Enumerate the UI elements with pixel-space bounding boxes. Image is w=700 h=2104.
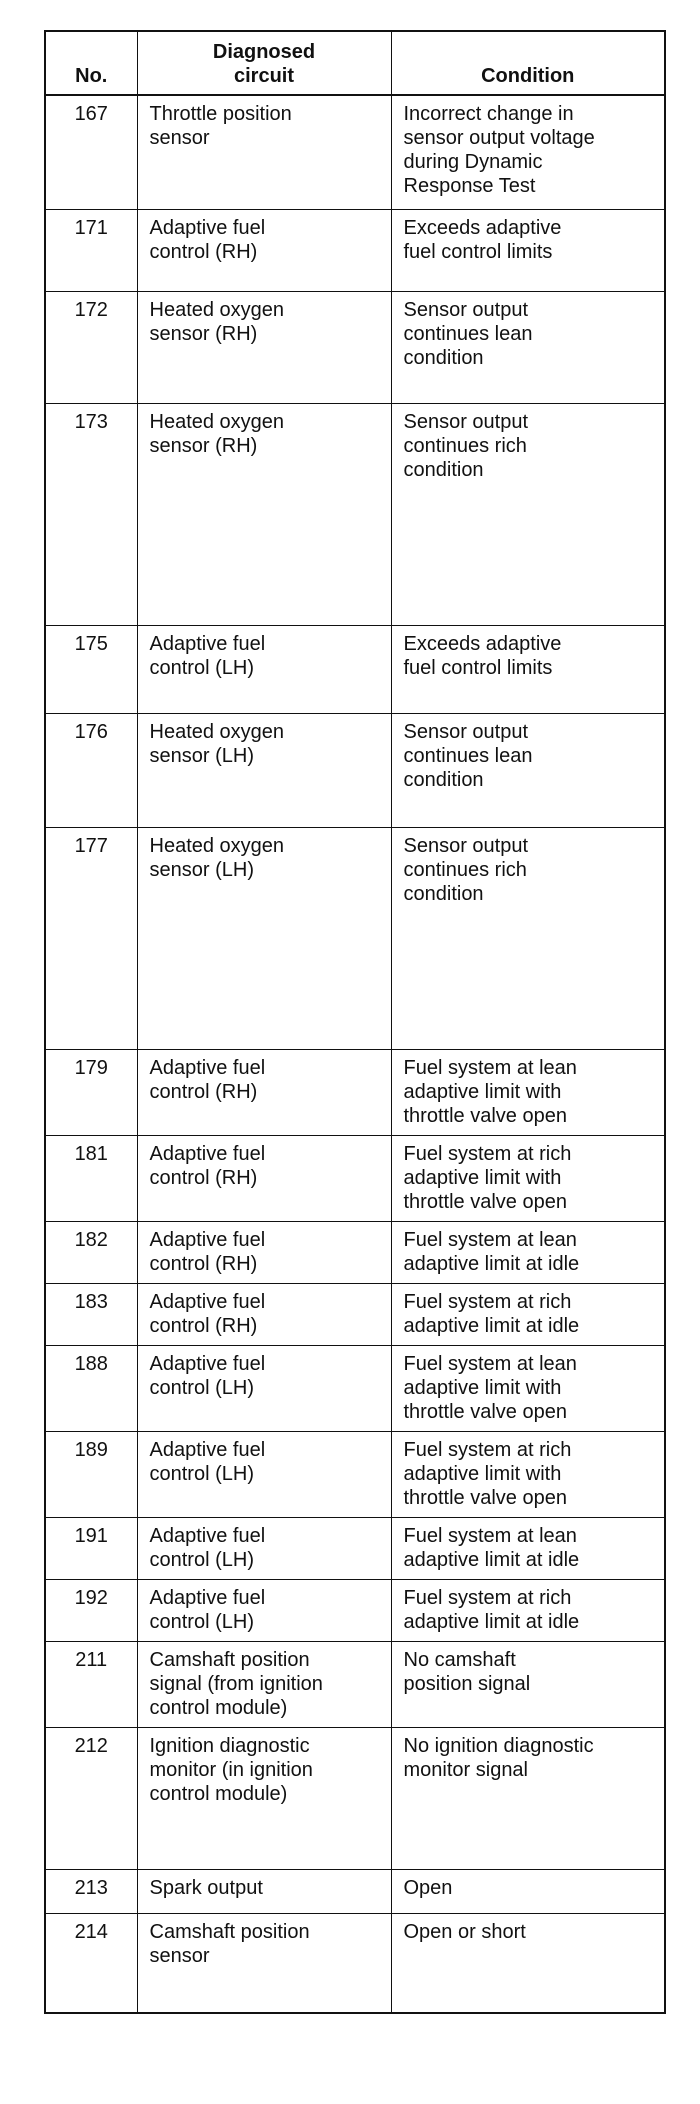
diagnostic-code-table	[44, 30, 666, 2014]
row-no: 212	[45, 1727, 137, 1869]
row-circuit: Heated oxygen sensor (LH)	[137, 713, 391, 827]
row-circuit: Adaptive fuel control (LH)	[137, 625, 391, 713]
row-condition: Fuel system at lean adaptive limit with throttle valve open	[391, 1049, 665, 1135]
row-condition: Open or short	[391, 1913, 665, 2013]
row-condition: No camshaft position signal	[391, 1641, 665, 1727]
row-condition: Sensor output continues rich condition	[391, 827, 665, 1049]
table-header	[45, 31, 665, 95]
row-no: 211	[45, 1641, 137, 1727]
row-no: 176	[45, 713, 137, 827]
row-condition: Exceeds adaptive fuel control limits	[391, 625, 665, 713]
row-condition: Fuel system at lean adaptive limit with throttle valve open	[391, 1345, 665, 1431]
row-no: 192	[45, 1579, 137, 1641]
row-circuit: Heated oxygen sensor (LH)	[137, 827, 391, 1049]
row-no: 172	[45, 291, 137, 403]
row-no: 182	[45, 1221, 137, 1283]
table-row	[45, 291, 665, 403]
row-condition: Sensor output continues lean condition	[391, 713, 665, 827]
table-row	[45, 209, 665, 291]
row-no: 167	[45, 95, 137, 209]
row-circuit: Adaptive fuel control (RH)	[137, 1049, 391, 1135]
row-circuit: Adaptive fuel control (RH)	[137, 1283, 391, 1345]
row-circuit: Adaptive fuel control (LH)	[137, 1431, 391, 1517]
row-circuit: Adaptive fuel control (RH)	[137, 1221, 391, 1283]
row-condition: Fuel system at lean adaptive limit at idle	[391, 1517, 665, 1579]
row-condition: Open	[391, 1869, 665, 1913]
row-condition: Fuel system at lean adaptive limit at idle	[391, 1221, 665, 1283]
row-circuit: Heated oxygen sensor (RH)	[137, 291, 391, 403]
table-row	[45, 1431, 665, 1517]
diagnostic-code-page	[44, 30, 664, 2014]
row-circuit: Camshaft position signal (from ignition control module)	[137, 1641, 391, 1727]
row-no: 188	[45, 1345, 137, 1431]
table-row	[45, 1869, 665, 1913]
header-condition: Condition	[391, 31, 665, 95]
row-no: 189	[45, 1431, 137, 1517]
table-row	[45, 1641, 665, 1727]
table-row	[45, 403, 665, 625]
table-body	[45, 95, 665, 2013]
table-row	[45, 1579, 665, 1641]
header-no: No.	[45, 31, 137, 95]
row-no: 179	[45, 1049, 137, 1135]
row-circuit: Adaptive fuel control (LH)	[137, 1345, 391, 1431]
table-row	[45, 1283, 665, 1345]
table-row	[45, 1727, 665, 1869]
row-circuit: Camshaft position sensor	[137, 1913, 391, 2013]
row-circuit: Ignition diagnostic monitor (in ignition control module)	[137, 1727, 391, 1869]
row-no: 173	[45, 403, 137, 625]
table-row	[45, 713, 665, 827]
table-row	[45, 1135, 665, 1221]
row-condition: Fuel system at rich adaptive limit with throttle valve open	[391, 1135, 665, 1221]
row-no: 181	[45, 1135, 137, 1221]
row-condition: No ignition diagnostic monitor signal	[391, 1727, 665, 1869]
table-row	[45, 1049, 665, 1135]
row-condition: Fuel system at rich adaptive limit at idle	[391, 1579, 665, 1641]
row-circuit: Adaptive fuel control (LH)	[137, 1517, 391, 1579]
table-row	[45, 1913, 665, 2013]
row-condition: Incorrect change in sensor output voltage during Dynamic Response Test	[391, 95, 665, 209]
row-condition: Exceeds adaptive fuel control limits	[391, 209, 665, 291]
row-circuit: Heated oxygen sensor (RH)	[137, 403, 391, 625]
row-circuit: Adaptive fuel control (LH)	[137, 1579, 391, 1641]
table-row	[45, 827, 665, 1049]
row-no: 183	[45, 1283, 137, 1345]
table-row	[45, 1345, 665, 1431]
row-no: 191	[45, 1517, 137, 1579]
row-no: 175	[45, 625, 137, 713]
row-circuit: Throttle position sensor	[137, 95, 391, 209]
table-row	[45, 625, 665, 713]
table-row	[45, 1221, 665, 1283]
header-diagnosed-circuit: Diagnosed circuit	[137, 31, 391, 95]
row-condition: Fuel system at rich adaptive limit at idle	[391, 1283, 665, 1345]
row-circuit: Adaptive fuel control (RH)	[137, 209, 391, 291]
table-row	[45, 95, 665, 209]
row-condition: Sensor output continues rich condition	[391, 403, 665, 625]
row-condition: Fuel system at rich adaptive limit with throttle valve open	[391, 1431, 665, 1517]
row-circuit: Adaptive fuel control (RH)	[137, 1135, 391, 1221]
row-circuit: Spark output	[137, 1869, 391, 1913]
row-no: 213	[45, 1869, 137, 1913]
row-condition: Sensor output continues lean condition	[391, 291, 665, 403]
row-no: 171	[45, 209, 137, 291]
row-no: 177	[45, 827, 137, 1049]
row-no: 214	[45, 1913, 137, 2013]
table-row	[45, 1517, 665, 1579]
